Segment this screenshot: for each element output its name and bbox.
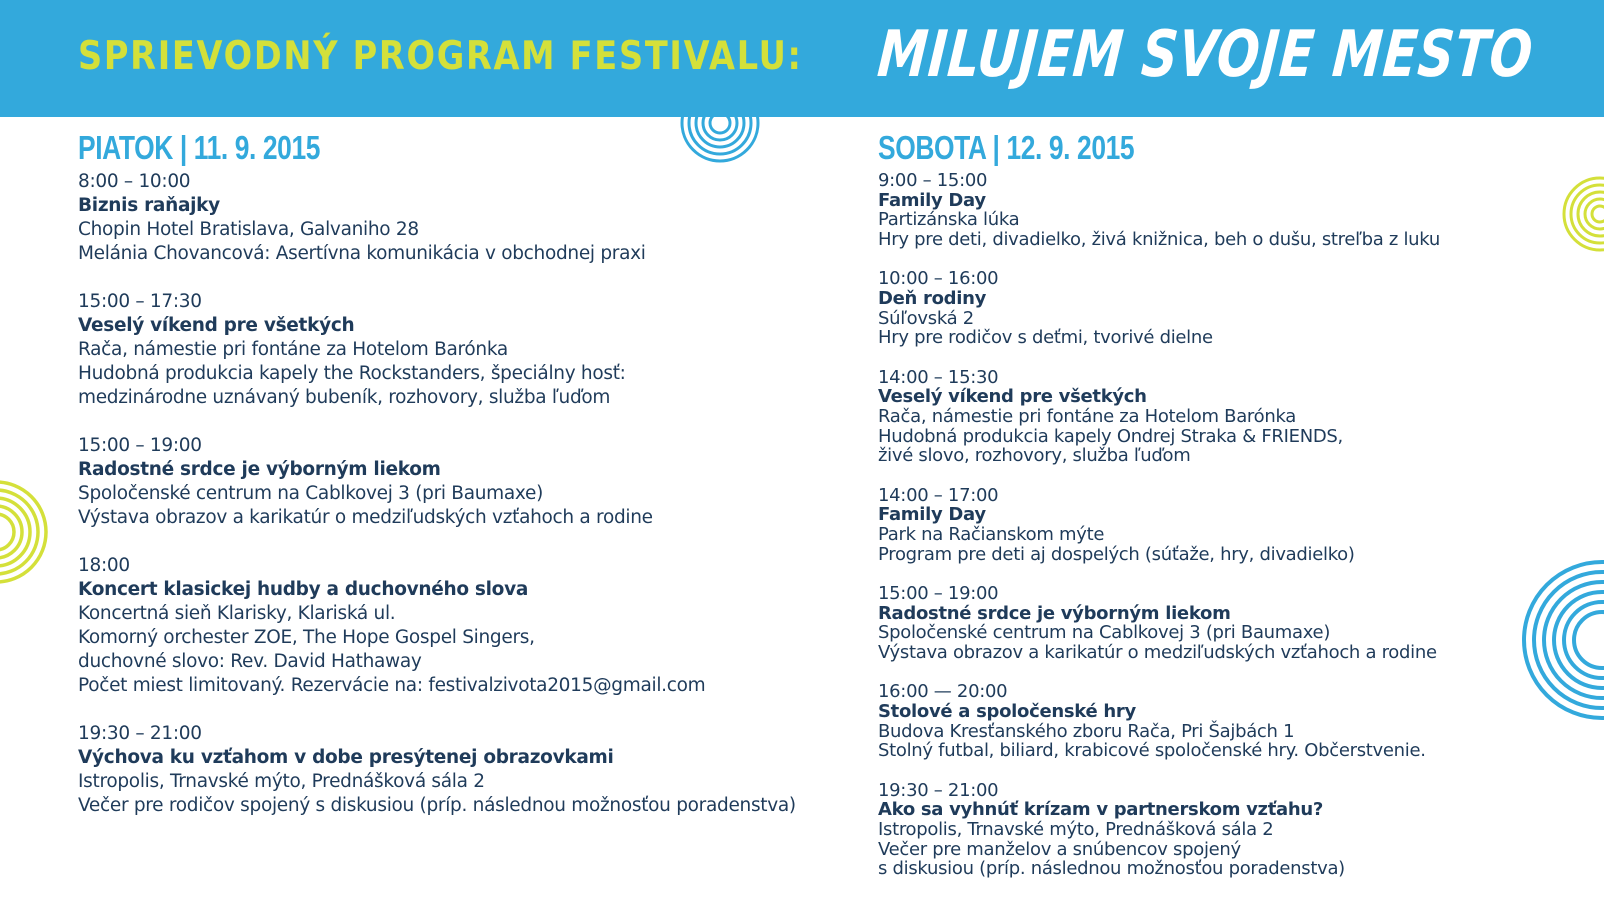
event-detail: Hry pre deti, divadielko, živá knižnica, beh o dušu, streľba z luku: [878, 228, 1440, 250]
event-block: [78, 554, 838, 698]
event-detail: Hudobná produkcia kapely the Rockstanders, špeciálny hosť:: [78, 363, 626, 384]
event-detail: živé slovo, rozhovory, služba ľuďom: [878, 445, 1191, 467]
event-detail: Istropolis, Trnavské mýto, Prednášková sála 2: [878, 819, 1274, 841]
festival-brand-logo: MILUJEM SVOJE MESTO: [874, 18, 1536, 92]
event-time: 19:30 – 21:00: [78, 723, 202, 744]
event-detail: Večer pre rodičov spojený s diskusiou (príp. následnou možnosťou poradenstva): [78, 795, 796, 816]
event-block: [78, 290, 838, 410]
event-block: [878, 781, 1598, 879]
event-time: 8:00 – 10:00: [78, 171, 191, 192]
event-detail: Koncertná sieň Klarisky, Klariská ul.: [78, 603, 396, 624]
event-time: 16:00 — 20:00: [878, 681, 1008, 703]
event-detail: Chopin Hotel Bratislava, Galvaniho 28: [78, 219, 419, 240]
event-block: [78, 722, 838, 818]
event-detail: Výstava obrazov a karikatúr o medziľudských vzťahoch a rodine: [878, 641, 1437, 663]
event-detail: duchovné slovo: Rev. David Hathaway: [78, 651, 422, 672]
event-detail: Súľovská 2: [878, 307, 974, 329]
event-detail-reservation: Počet miest limitovaný. Rezervácie na: festivalzivota2015@gmail.com: [78, 675, 706, 696]
event-block: [878, 368, 1598, 466]
event-detail: s diskusiou (príp. následnou možnosťou poradenstva): [878, 858, 1345, 880]
event-detail: Budova Kresťanského zboru Rača, Pri Šajbách 1: [878, 720, 1295, 742]
friday-header: PIATOK | 11. 9. 2015: [78, 129, 321, 166]
event-detail: Rača, námestie pri fontáne za Hotelom Barónka: [78, 339, 508, 360]
event-block: [878, 682, 1598, 760]
event-title: Výchova ku vzťahom v dobe presýtenej obrazovkami: [78, 747, 614, 768]
friday-column: [78, 128, 838, 842]
event-detail: Hry pre rodičov s deťmi, tvorivé dielne: [878, 327, 1213, 349]
event-title: Family Day: [878, 189, 986, 211]
event-detail: Rača, námestie pri fontáne za Hotelom Barónka: [878, 405, 1296, 427]
event-detail: Večer pre manželov a snúbencov spojený: [878, 838, 1241, 860]
event-detail: Melánia Chovancová: Asertívna komunikácia v obchodnej praxi: [78, 243, 646, 264]
event-detail: Spoločenské centrum na Cablkovej 3 (pri Baumaxe): [78, 483, 543, 504]
event-title: Ako sa vyhnúť krízam v partnerskom vzťahu?: [878, 799, 1324, 821]
event-detail: Stolný futbal, biliard, krabicové spoločenské hry. Občerstvenie.: [878, 740, 1426, 762]
event-detail: Komorný orchester ZOE, The Hope Gospel Singers,: [78, 627, 535, 648]
event-time: 15:00 – 19:00: [878, 583, 999, 605]
event-title: Veselý víkend pre všetkých: [78, 315, 355, 336]
event-block: [878, 584, 1598, 662]
concentric-circles-yellow-left: [0, 480, 50, 584]
event-block: [878, 486, 1598, 564]
event-time: 14:00 – 15:30: [878, 366, 999, 388]
event-time: 15:00 – 17:30: [78, 291, 202, 312]
event-block: [78, 434, 838, 530]
event-detail: Program pre deti aj dospelých (súťaže, hry, divadielko): [878, 543, 1355, 565]
event-title: Stolové a spoločenské hry: [878, 701, 1136, 723]
event-title: Biznis raňajky: [78, 195, 220, 216]
event-block: [878, 269, 1598, 347]
event-time: 19:30 – 21:00: [878, 779, 999, 801]
event-time: 9:00 – 15:00: [878, 170, 988, 191]
event-time: 18:00: [78, 555, 130, 576]
event-detail: Hudobná produkcia kapely Ondrej Straka & FRIENDS,: [878, 425, 1343, 447]
event-detail: Spoločenské centrum na Cablkovej 3 (pri Baumaxe): [878, 622, 1331, 644]
event-title: Veselý víkend pre všetkých: [878, 386, 1147, 408]
event-detail: Partizánska lúka: [878, 209, 1020, 231]
event-time: 14:00 – 17:00: [878, 484, 999, 506]
event-block: [878, 171, 1598, 249]
header-banner: [0, 0, 1604, 117]
saturday-header: SOBOTA | 12. 9. 2015: [878, 129, 1135, 166]
event-time: 15:00 – 19:00: [78, 435, 202, 456]
event-detail: Park na Račianskom mýte: [878, 523, 1105, 545]
saturday-column: [878, 128, 1598, 899]
program-title: SPRIEVODNÝ PROGRAM FESTIVALU:: [78, 34, 803, 79]
event-block: [78, 170, 838, 266]
event-time: 10:00 – 16:00: [878, 268, 999, 290]
event-title: Deň rodiny: [878, 287, 987, 309]
event-title: Koncert klasickej hudby a duchovného slova: [78, 579, 529, 600]
event-title: Radostné srdce je výborným liekom: [78, 459, 441, 480]
event-detail: Istropolis, Trnavské mýto, Prednášková sála 2: [78, 771, 485, 792]
event-title: Family Day: [878, 504, 986, 526]
event-detail: medzinárodne uznávaný bubeník, rozhovory, služba ľuďom: [78, 387, 611, 408]
event-title: Radostné srdce je výborným liekom: [878, 602, 1231, 624]
event-detail: Výstava obrazov a karikatúr o medziľudských vzťahoch a rodine: [78, 507, 653, 528]
